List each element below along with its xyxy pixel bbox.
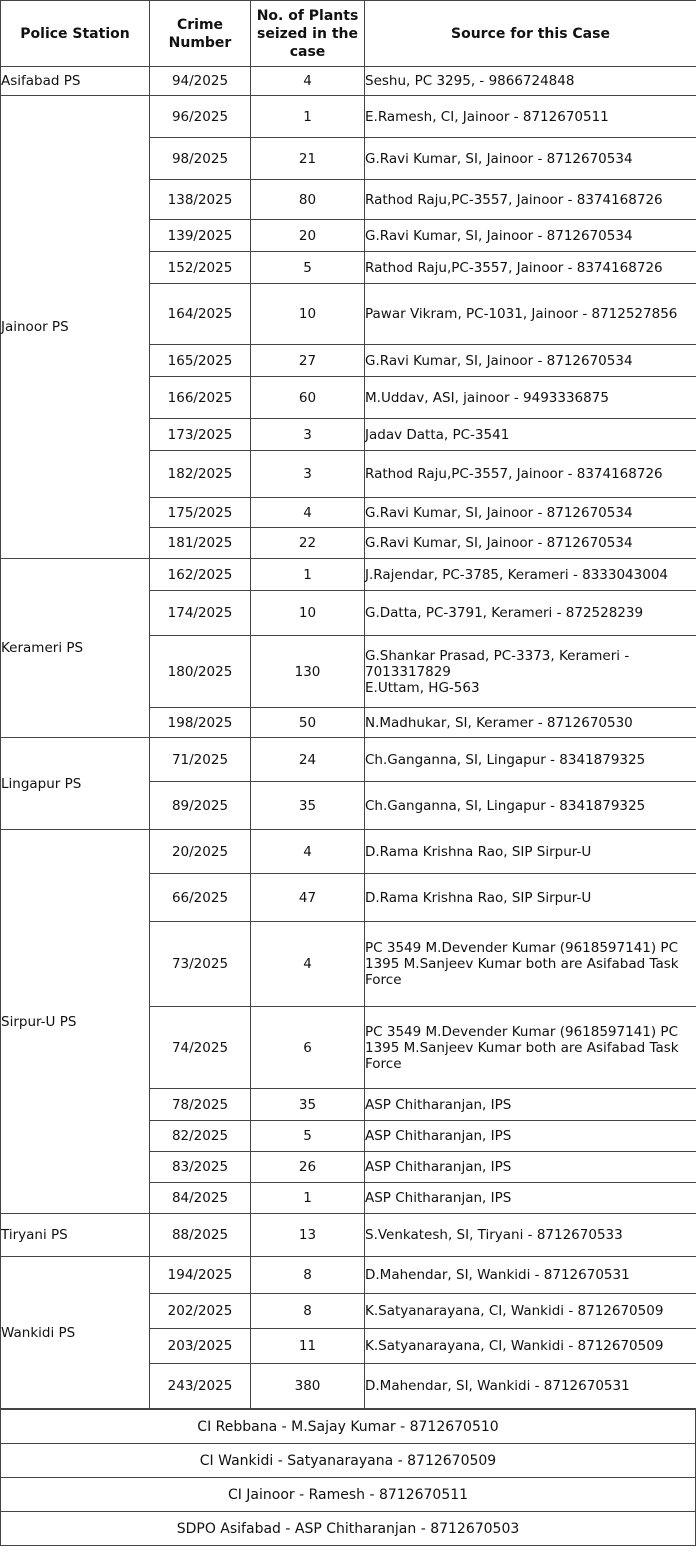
source-cell <box>365 180 696 220</box>
table-body <box>1 67 696 1409</box>
source-cell <box>365 738 696 782</box>
source-cell <box>365 138 696 180</box>
source-cell <box>365 708 696 738</box>
plants-seized-cell: 35 <box>251 782 365 830</box>
source-line: M.Uddav, ASI, jainoor - 9493336875 <box>365 389 609 406</box>
plants-seized-cell: 35 <box>251 1089 365 1121</box>
source-cell <box>365 451 696 498</box>
source-line: G.Shankar Prasad, PC-3373, Kerameri - <box>365 647 630 664</box>
plants-seized-cell: 1 <box>251 559 365 591</box>
crime-number-cell: 84/2025 <box>150 1183 251 1214</box>
plants-seized-cell: 4 <box>251 922 365 1007</box>
table-row <box>1 830 696 874</box>
crime-number-cell: 174/2025 <box>150 591 251 636</box>
table-row <box>1 738 696 782</box>
plants-seized-cell: 24 <box>251 738 365 782</box>
crime-number-cell: 71/2025 <box>150 738 251 782</box>
crime-number-cell: 82/2025 <box>150 1121 251 1152</box>
plants-seized-cell: 5 <box>251 252 365 284</box>
footer-row <box>1 1410 696 1444</box>
source-line: ASP Chitharanjan, IPS <box>365 1190 512 1206</box>
source-cell <box>365 559 696 591</box>
crime-number-cell: 162/2025 <box>150 559 251 591</box>
source-line: ASP Chitharanjan, IPS <box>365 1159 512 1175</box>
table-row <box>1 1214 696 1257</box>
officer-contacts <box>0 1409 696 1546</box>
source-cell <box>365 419 696 451</box>
crime-number-cell: 78/2025 <box>150 1089 251 1121</box>
plants-seized-cell: 11 <box>251 1329 365 1364</box>
source-line: G.Ravi Kumar, SI, Jainoor - 8712670534 <box>365 535 633 551</box>
crime-number-cell: 139/2025 <box>150 220 251 252</box>
police-station-cell: Kerameri PS <box>1 559 150 738</box>
crime-number-cell: 73/2025 <box>150 922 251 1007</box>
plants-seized-cell: 4 <box>251 498 365 528</box>
source-cell <box>365 67 696 96</box>
source-cell <box>365 1364 696 1409</box>
plants-seized-cell: 4 <box>251 67 365 96</box>
plants-seized-cell: 13 <box>251 1214 365 1257</box>
footer-row <box>1 1512 696 1546</box>
police-station-cell: Wankidi PS <box>1 1257 150 1409</box>
source-cell <box>365 1214 696 1257</box>
source-line: D.Rama Krishna Rao, SIP Sirpur-U <box>365 889 592 906</box>
source-cell <box>365 96 696 138</box>
crime-number-cell: 89/2025 <box>150 782 251 830</box>
crime-number-cell: 96/2025 <box>150 96 251 138</box>
plants-seized-cell: 50 <box>251 708 365 738</box>
crime-number-cell: 164/2025 <box>150 284 251 345</box>
plants-seized-cell: 21 <box>251 138 365 180</box>
plants-seized-cell: 130 <box>251 636 365 708</box>
crime-number-cell: 166/2025 <box>150 377 251 419</box>
crime-number-cell: 181/2025 <box>150 528 251 559</box>
police-station-cell: Tiryani PS <box>1 1214 150 1257</box>
plants-seized-cell: 10 <box>251 591 365 636</box>
source-cell <box>365 1257 696 1294</box>
source-cell <box>365 1294 696 1329</box>
source-line: G.Ravi Kumar, SI, Jainoor - 8712670534 <box>365 504 633 521</box>
plants-seized-cell: 5 <box>251 1121 365 1152</box>
source-line: Rathod Raju,PC-3557, Jainoor - 8374168726 <box>365 259 663 276</box>
source-cell <box>365 1121 696 1152</box>
table-row <box>1 67 696 96</box>
source-cell <box>365 636 696 708</box>
plants-seized-cell: 4 <box>251 830 365 874</box>
source-cell <box>365 1329 696 1364</box>
source-cell <box>365 1007 696 1089</box>
source-line: Jadav Datta, PC-3541 <box>365 426 510 443</box>
source-line: D.Rama Krishna Rao, SIP Sirpur-U <box>365 843 592 860</box>
source-cell <box>365 284 696 345</box>
crime-number-cell: 173/2025 <box>150 419 251 451</box>
source-line: K.Satyanarayana, CI, Wankidi - 8712670509 <box>365 1338 664 1354</box>
header-police-station: Police Station <box>1 1 150 67</box>
source-cell <box>365 220 696 252</box>
police-station-cell: Lingapur PS <box>1 738 150 830</box>
source-line: S.Venkatesh, SI, Tiryani - 8712670533 <box>365 1227 623 1243</box>
table-row <box>1 96 696 138</box>
source-cell <box>365 922 696 1007</box>
crime-number-cell: 194/2025 <box>150 1257 251 1294</box>
crime-number-cell: 152/2025 <box>150 252 251 284</box>
plants-seized-cell: 10 <box>251 284 365 345</box>
plants-seized-cell: 3 <box>251 419 365 451</box>
plants-seized-cell: 8 <box>251 1294 365 1329</box>
plants-seized-cell: 3 <box>251 451 365 498</box>
crime-number-cell: 203/2025 <box>150 1329 251 1364</box>
source-cell <box>365 498 696 528</box>
source-cell <box>365 528 696 559</box>
source-line: Rathod Raju,PC-3557, Jainoor - 8374168726 <box>365 191 663 208</box>
header-source: Source for this Case <box>365 1 696 67</box>
plants-seized-cell: 47 <box>251 874 365 922</box>
source-cell <box>365 1152 696 1183</box>
footer-row <box>1 1444 696 1478</box>
header-row <box>1 1 696 67</box>
plants-seized-cell: 6 <box>251 1007 365 1089</box>
crime-number-cell: 180/2025 <box>150 636 251 708</box>
crime-number-cell: 202/2025 <box>150 1294 251 1329</box>
source-line: D.Mahendar, SI, Wankidi - 8712670531 <box>365 1267 630 1283</box>
plants-seized-cell: 380 <box>251 1364 365 1409</box>
police-station-cell: Jainoor PS <box>1 96 150 559</box>
crime-number-cell: 182/2025 <box>150 451 251 498</box>
source-line: J.Rajendar, PC-3785, Kerameri - 8333043004 <box>365 566 669 583</box>
table-row <box>1 559 696 591</box>
source-line: Ch.Ganganna, SI, Lingapur - 8341879325 <box>365 751 646 768</box>
crime-number-cell: 243/2025 <box>150 1364 251 1409</box>
officer-contact: CI Rebbana - M.Sajay Kumar - 8712670510 <box>1 1410 696 1444</box>
crime-number-cell: 165/2025 <box>150 345 251 377</box>
plants-seized-cell: 26 <box>251 1152 365 1183</box>
police-station-cell: Sirpur-U PS <box>1 830 150 1214</box>
source-line: N.Madhukar, SI, Keramer - 8712670530 <box>365 714 633 731</box>
plants-seized-cell: 60 <box>251 377 365 419</box>
source-line: Force <box>365 972 402 988</box>
source-cell <box>365 1183 696 1214</box>
source-cell <box>365 874 696 922</box>
source-cell <box>365 377 696 419</box>
source-line: G.Datta, PC-3791, Kerameri - 872528239 <box>365 605 644 621</box>
source-line: G.Ravi Kumar, SI, Jainoor - 8712670534 <box>365 352 633 369</box>
source-line: ASP Chitharanjan, IPS <box>365 1096 512 1113</box>
source-cell <box>365 252 696 284</box>
table-row <box>1 1257 696 1294</box>
plants-seized-cell: 27 <box>251 345 365 377</box>
source-line: PC 3549 M.Devender Kumar (9618597141) PC <box>365 1023 678 1040</box>
header-plants-seized: No. of Plants seized in the case <box>251 1 365 67</box>
officer-contact: CI Wankidi - Satyanarayana - 8712670509 <box>1 1444 696 1478</box>
header-crime-number: Crime Number <box>150 1 251 67</box>
source-cell <box>365 1089 696 1121</box>
source-cell <box>365 782 696 830</box>
source-line: 1395 M.Sanjeev Kumar both are Asifabad Task <box>365 956 679 972</box>
source-line: K.Satyanarayana, CI, Wankidi - 8712670509 <box>365 1303 664 1319</box>
plants-seized-cell: 8 <box>251 1257 365 1294</box>
source-line: G.Ravi Kumar, SI, Jainoor - 8712670534 <box>365 150 633 167</box>
source-line: 1395 M.Sanjeev Kumar both are Asifabad Task <box>365 1039 679 1056</box>
officer-contact: SDPO Asifabad - ASP Chitharanjan - 8712670503 <box>1 1512 696 1546</box>
crime-number-cell: 88/2025 <box>150 1214 251 1257</box>
crime-number-cell: 175/2025 <box>150 498 251 528</box>
plants-seized-cell: 20 <box>251 220 365 252</box>
crime-number-cell: 20/2025 <box>150 830 251 874</box>
police-station-cell: Asifabad PS <box>1 67 150 96</box>
source-cell <box>365 830 696 874</box>
plants-seized-cell: 1 <box>251 1183 365 1214</box>
plants-seized-cell: 80 <box>251 180 365 220</box>
source-cell <box>365 345 696 377</box>
crime-number-cell: 138/2025 <box>150 180 251 220</box>
source-line: Ch.Ganganna, SI, Lingapur - 8341879325 <box>365 797 646 814</box>
source-line: E.Uttam, HG-563 <box>365 679 480 696</box>
source-line: Rathod Raju,PC-3557, Jainoor - 8374168726 <box>365 466 663 482</box>
plants-seized-cell: 22 <box>251 528 365 559</box>
crime-number-cell: 198/2025 <box>150 708 251 738</box>
source-line: E.Ramesh, CI, Jainoor - 8712670511 <box>365 108 609 125</box>
crime-number-cell: 83/2025 <box>150 1152 251 1183</box>
plants-seized-cell: 1 <box>251 96 365 138</box>
source-line: Force <box>365 1055 402 1072</box>
source-cell <box>365 591 696 636</box>
footer-row <box>1 1478 696 1512</box>
source-line: 7013317829 <box>365 663 451 680</box>
crime-number-cell: 74/2025 <box>150 1007 251 1089</box>
crime-number-cell: 94/2025 <box>150 67 251 96</box>
source-line: G.Ravi Kumar, SI, Jainoor - 8712670534 <box>365 227 633 244</box>
source-line: Pawar Vikram, PC-1031, Jainoor - 8712527856 <box>365 306 678 322</box>
officer-contact: CI Jainoor - Ramesh - 8712670511 <box>1 1478 696 1512</box>
crime-number-cell: 98/2025 <box>150 138 251 180</box>
crime-number-cell: 66/2025 <box>150 874 251 922</box>
source-line: D.Mahendar, SI, Wankidi - 8712670531 <box>365 1378 630 1394</box>
source-line: ASP Chitharanjan, IPS <box>365 1128 512 1144</box>
source-line: Seshu, PC 3295, - 9866724848 <box>365 73 575 89</box>
source-line: PC 3549 M.Devender Kumar (9618597141) PC <box>365 940 678 956</box>
